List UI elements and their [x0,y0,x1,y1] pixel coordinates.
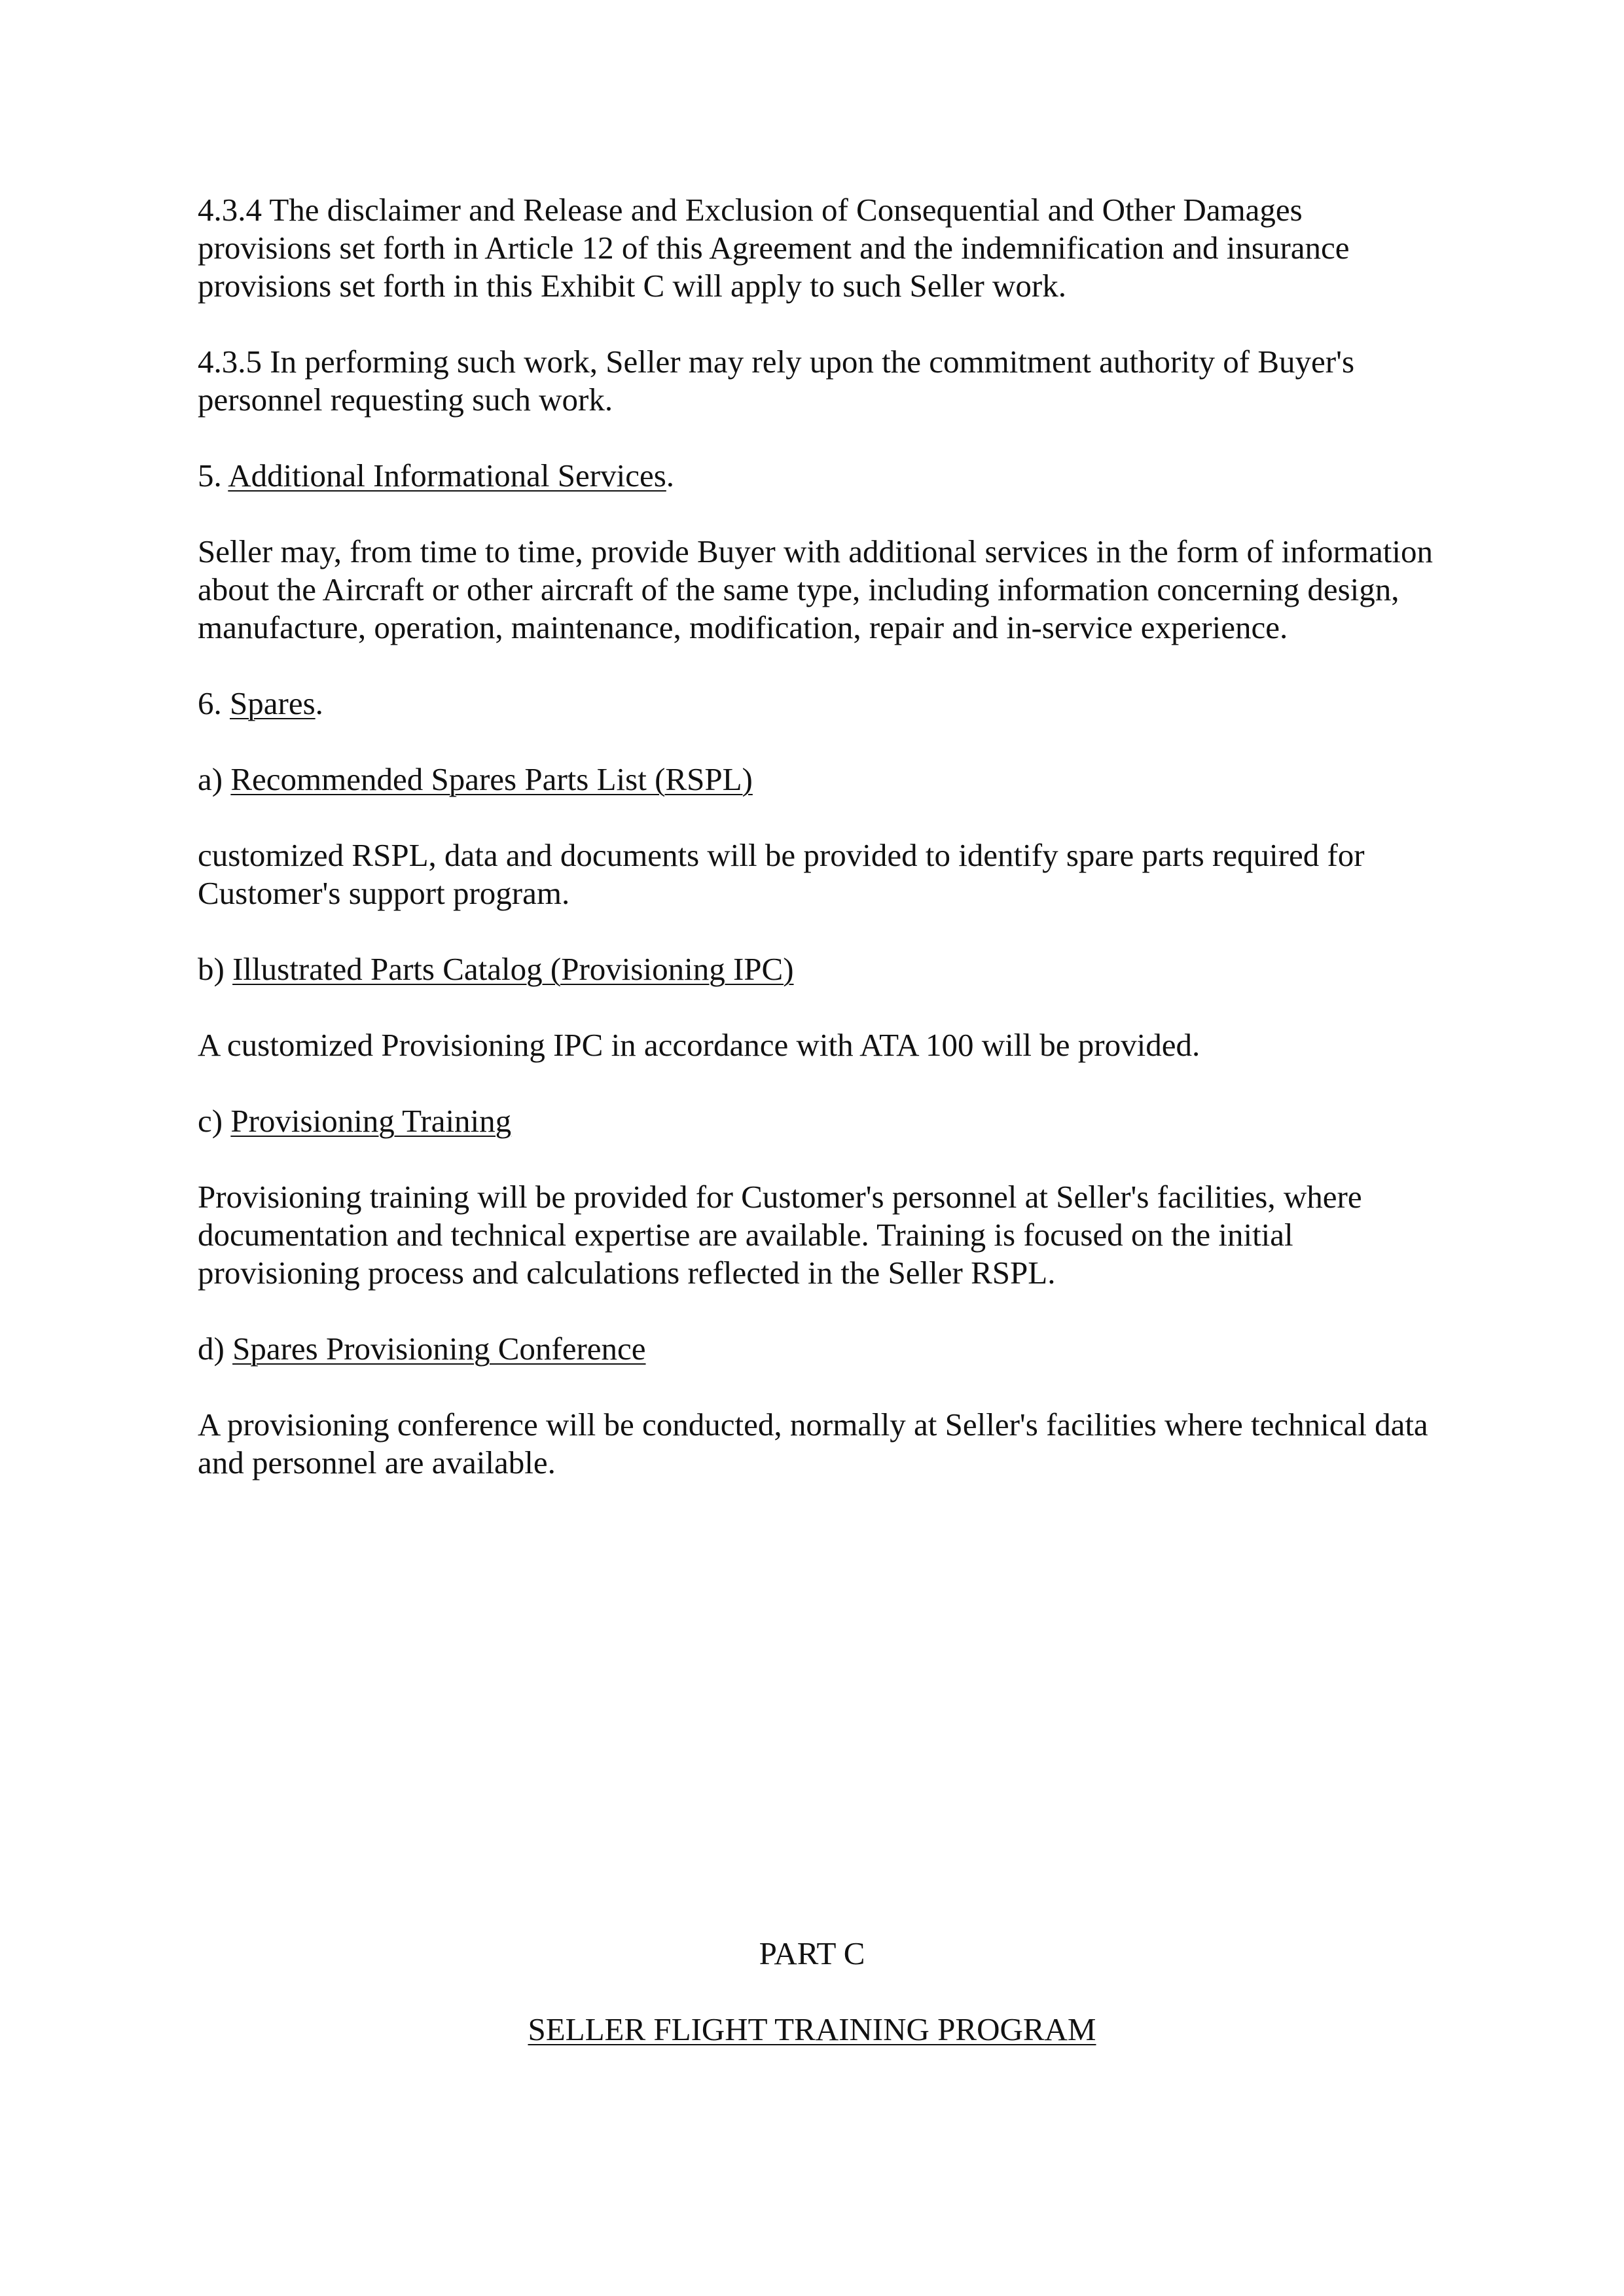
subsection-b-heading [198,950,1441,988]
part-title-text: SELLER FLIGHT TRAINING PROGRAM [528,2011,1096,2047]
subsection-b-body: A customized Provisioning IPC in accordance with ATA 100 will be provided. [198,1027,1200,1063]
subsection-a-title: Recommended Spares Parts List (RSPL) [230,761,753,797]
subsection-d-title: Spares Provisioning Conference [232,1331,646,1367]
section-6-suffix: . [315,685,323,721]
paragraph-4-3-4: 4.3.4 The disclaimer and Release and Exclusion of Consequential and Other Damages provisions set forth in Article 12 of this Agreement and the indemnification and insurance provisions set forth in this Exhibit C will apply to such Seller work. [198,192,1350,304]
subsection-c-body: Provisioning training will be provided for Customer's personnel at Seller's facilities, where documentation and technical expertise are available. Training is focused on the initial provisioning process and calculations reflected in the Seller RSPL. [198,1179,1362,1291]
subsection-c-heading [198,1102,1441,1140]
subsection-a-heading [198,761,1441,798]
section-6-title: Spares [230,685,316,721]
section-5-suffix: . [666,457,675,493]
subsection-a-body: customized RSPL, data and documents will be provided to identify spare parts required for Customer's support program. [198,837,1365,911]
document-body [198,191,1441,1520]
subsection-b-title: Illustrated Parts Catalog (Provisioning IPC) [232,951,794,987]
subsection-c-title: Provisioning Training [230,1103,512,1139]
section-5-body: Seller may, from time to time, provide Buyer with additional services in the form of information about the Aircraft or other aircraft of the same type, including information concerning design, manufacture, operation, maintenance, modification, repair and in-service experience. [198,533,1433,645]
subsection-b-prefix: b) [198,951,233,987]
section-5-title: Additional Informational Services [228,457,666,493]
section-5-heading [198,457,1441,495]
part-label: PART C [759,1935,865,1971]
subsection-d-heading [198,1330,1441,1368]
paragraph-4-3-5: 4.3.5 In performing such work, Seller may rely upon the commitment authority of Buyer's personnel requesting such work. [198,344,1355,418]
subsection-d-prefix: d) [198,1331,233,1367]
subsection-a-prefix: a) [198,761,231,797]
subsection-c-prefix: c) [198,1103,231,1139]
part-title [0,2011,1624,2049]
section-6-heading [198,685,1441,723]
section-6-number: 6. [198,685,230,721]
section-5-number: 5. [198,457,228,493]
subsection-d-body: A provisioning conference will be conducted, normally at Seller's facilities where technical data and personnel are available. [198,1407,1428,1480]
